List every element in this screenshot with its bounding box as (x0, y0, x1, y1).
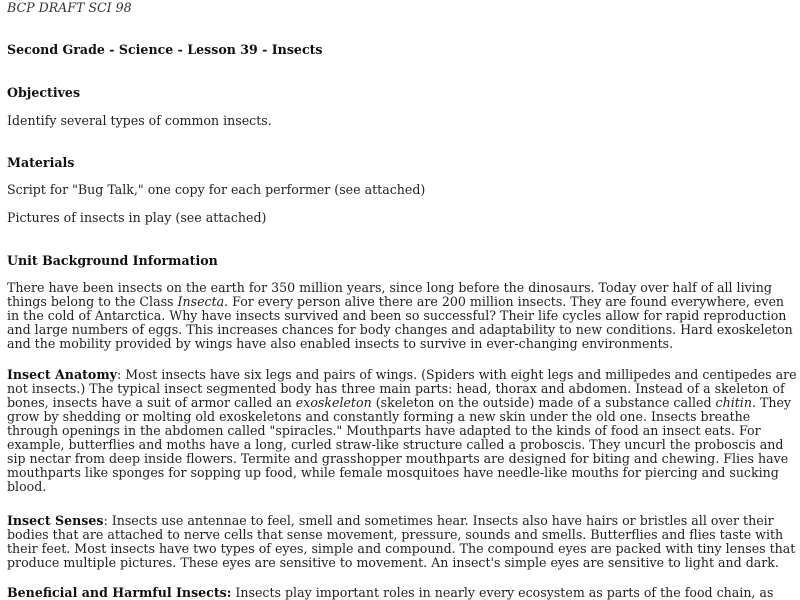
background-intro-paragraph: There have been insects on the earth for 350 million years, since long before the dinosaurs. Today over half of all living things belong to the Class Insecta. For every person alive there are 200 million insects. They are found everywhere, even in the cold of Antarctica. Why have insects survived and been so successful? Their life cycles allow for rapid reproduction and large numbers of eggs. This increases chances for body changes and adaptability to new conditions. Hard exoskeleton and the mobility provided by wings have also enabled insects to survive in ever-changing environments. (7, 280, 793, 351)
anatomy-label: Insect Anatomy (7, 367, 117, 382)
beneficial-paragraph: Beneficial and Harmful Insects: Insects play important roles in nearly every ecosystem as parts of the food chain, as (7, 585, 774, 600)
materials-item: Script for "Bug Talk," one copy for each performer (see attached) (7, 182, 426, 197)
beneficial-label: Beneficial and Harmful Insects: (7, 585, 232, 600)
materials-heading: Materials (7, 155, 75, 170)
background-heading: Unit Background Information (7, 253, 218, 268)
objectives-heading: Objectives (7, 85, 81, 100)
materials-item: Pictures of insects in play (see attached) (7, 210, 267, 225)
senses-label: Insect Senses (7, 513, 104, 528)
lesson-title: Second Grade - Science - Lesson 39 - Insects (7, 42, 323, 57)
senses-paragraph: Insect Senses: Insects use antennae to feel, smell and sometimes hear. Insects also have hairs or bristles all over their bodies that are attached to nerve cells that sense movement, pressure, sounds and smells. Butterflies and flies taste with their feet. Most insects have two types of eyes, simple and compound. The compound eyes are packed with tiny lenses that produce multiple pictures. These eyes are sensitive to movement. An insect's simple eyes are sensitive to light and dark. (7, 513, 796, 570)
anatomy-paragraph: Insect Anatomy: Most insects have six legs and pairs of wings. (Spiders with eight legs and millipedes and centipedes are not insects.) The typical insect segmented body has three main parts: head, thorax and abdomen. Instead of a skeleton of bones, insects have a suit of armor called an exoskeleton (skeleton on the outside) made of a substance called chitin. They grow by shedding or molting old exoskeletons and constantly forming a new skin under the old one. Insects breathe through openings in the abdomen called "spiracles." Mouthparts have adapted to the kinds of food an insect eats. For example, butterflies and moths have a long, curled straw-like structure called a proboscis. They uncurl the proboscis and sip nectar from deep inside flowers. Termite and grasshopper mouthparts are designed for biting and chewing. Flies have mouthparts like sponges for sopping up food, while female mosquitoes have needle-like mouths for piercing and sucking blood. (7, 367, 797, 494)
draft-label: BCP DRAFT SCI 98 (7, 0, 132, 15)
objectives-text: Identify several types of common insects. (7, 113, 272, 128)
